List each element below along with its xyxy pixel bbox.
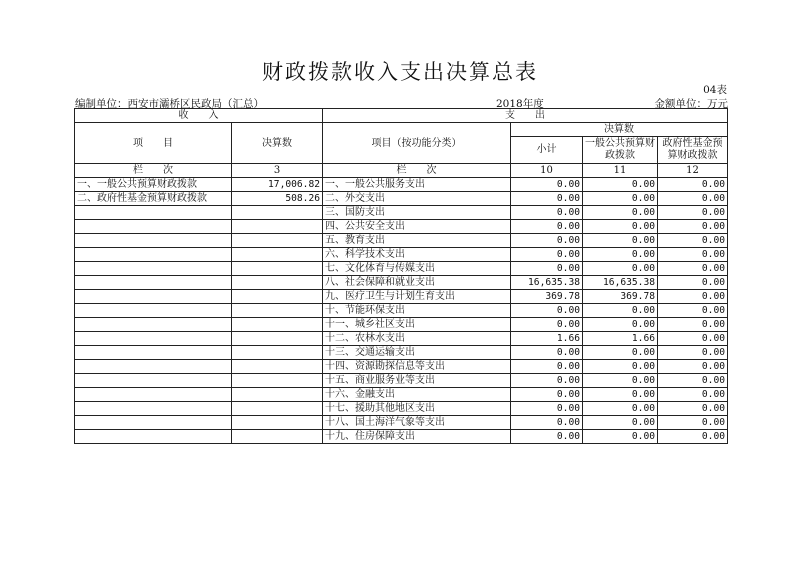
expense-item-cell: 三、国防支出 xyxy=(323,206,511,220)
table-row xyxy=(75,430,728,444)
income-item-cell xyxy=(75,206,232,220)
gov-fund-cell: 0.00 xyxy=(658,332,728,346)
gov-fund-header: 政府性基金预算财政拨款 xyxy=(658,137,728,164)
table-row xyxy=(75,178,728,192)
subtotal-cell: 0.00 xyxy=(511,346,583,360)
subtotal-cell: 0.00 xyxy=(511,402,583,416)
income-amount-cell xyxy=(232,248,323,262)
general-budget-cell: 0.00 xyxy=(583,192,658,206)
income-item-cell xyxy=(75,402,232,416)
general-budget-cell: 16,635.38 xyxy=(583,276,658,290)
income-amount-cell xyxy=(232,360,323,374)
general-budget-cell: 0.00 xyxy=(583,360,658,374)
gov-fund-cell: 0.00 xyxy=(658,192,728,206)
income-item-cell xyxy=(75,276,232,290)
subtotal-cell: 0.00 xyxy=(511,416,583,430)
subtotal-cell: 0.00 xyxy=(511,234,583,248)
gov-fund-cell: 0.00 xyxy=(658,262,728,276)
income-item-cell xyxy=(75,332,232,346)
expense-item-cell: 一、一般公共服务支出 xyxy=(323,178,511,192)
gov-fund-cell: 0.00 xyxy=(658,276,728,290)
income-amount-cell xyxy=(232,318,323,332)
expense-item-cell: 二、外交支出 xyxy=(323,192,511,206)
expense-item-cell: 四、公共安全支出 xyxy=(323,220,511,234)
general-budget-cell: 0.00 xyxy=(583,430,658,444)
table-row xyxy=(75,248,728,262)
table-row xyxy=(75,290,728,304)
general-budget-cell: 0.00 xyxy=(583,416,658,430)
income-item-cell xyxy=(75,248,232,262)
general-budget-cell: 0.00 xyxy=(583,346,658,360)
subtotal-cell: 0.00 xyxy=(511,192,583,206)
item-header: 项 目 xyxy=(75,123,232,164)
expense-item-cell: 十六、金融支出 xyxy=(323,388,511,402)
expense-item-cell: 六、科学技术支出 xyxy=(323,248,511,262)
gov-fund-cell: 0.00 xyxy=(658,304,728,318)
table-row xyxy=(75,332,728,346)
table-row xyxy=(75,318,728,332)
column-number-12: 12 xyxy=(658,164,728,178)
expense-item-cell: 五、教育支出 xyxy=(323,234,511,248)
table-row xyxy=(75,374,728,388)
column-number-10: 10 xyxy=(511,164,583,178)
final-amount-group-header: 决算数 xyxy=(511,123,728,137)
expense-item-cell: 十、节能环保支出 xyxy=(323,304,511,318)
currency-unit: 金额单位：万元 xyxy=(654,98,728,110)
general-budget-cell: 0.00 xyxy=(583,318,658,332)
column-label: 栏 次 xyxy=(75,164,232,178)
subtotal-cell: 0.00 xyxy=(511,248,583,262)
column-number-11: 11 xyxy=(583,164,658,178)
expense-header: 支 出 xyxy=(323,109,728,123)
table-row xyxy=(75,262,728,276)
gov-fund-cell: 0.00 xyxy=(658,402,728,416)
header-row-1 xyxy=(75,109,728,123)
income-amount-cell xyxy=(232,430,323,444)
income-amount-cell xyxy=(232,402,323,416)
income-item-cell xyxy=(75,220,232,234)
subtotal-cell: 0.00 xyxy=(511,262,583,276)
subtotal-cell: 0.00 xyxy=(511,206,583,220)
expense-item-cell: 十一、城乡社区支出 xyxy=(323,318,511,332)
expense-item-cell: 十二、农林水支出 xyxy=(323,332,511,346)
income-item-cell xyxy=(75,388,232,402)
income-header: 收 入 xyxy=(75,109,323,123)
income-item-cell xyxy=(75,346,232,360)
expense-item-cell: 十八、国土海洋气象等支出 xyxy=(323,416,511,430)
income-item-cell xyxy=(75,360,232,374)
budget-table xyxy=(74,108,728,444)
general-budget-cell: 0.00 xyxy=(583,206,658,220)
compiling-unit: 编制单位：西安市灞桥区民政局（汇总） xyxy=(75,98,264,110)
subtotal-cell: 0.00 xyxy=(511,318,583,332)
expense-item-cell: 十九、住房保障支出 xyxy=(323,430,511,444)
page-title: 财政拨款收入支出决算总表 xyxy=(262,60,538,84)
income-item-cell: 一、一般公共预算财政拨款 xyxy=(75,178,232,192)
subtotal-cell: 0.00 xyxy=(511,430,583,444)
income-item-cell xyxy=(75,374,232,388)
general-budget-cell: 0.00 xyxy=(583,374,658,388)
income-amount-cell: 508.26 xyxy=(232,192,323,206)
general-budget-cell: 0.00 xyxy=(583,234,658,248)
income-amount-cell xyxy=(232,416,323,430)
income-amount-cell xyxy=(232,332,323,346)
income-amount-cell xyxy=(232,290,323,304)
table-row xyxy=(75,276,728,290)
subtotal-cell: 16,635.38 xyxy=(511,276,583,290)
table-number: 04表 xyxy=(703,84,727,96)
income-amount-cell: 17,006.82 xyxy=(232,178,323,192)
income-item-cell xyxy=(75,234,232,248)
income-item-cell xyxy=(75,304,232,318)
expense-item-cell: 九、医疗卫生与计划生育支出 xyxy=(323,290,511,304)
income-item-cell xyxy=(75,262,232,276)
subtotal-cell: 1.66 xyxy=(511,332,583,346)
income-amount-cell xyxy=(232,276,323,290)
expense-item-cell: 十四、资源勘探信息等支出 xyxy=(323,360,511,374)
income-item-cell xyxy=(75,290,232,304)
gov-fund-cell: 0.00 xyxy=(658,220,728,234)
expense-item-cell: 七、文化体育与传媒支出 xyxy=(323,262,511,276)
item-by-function-header: 项目（按功能分类） xyxy=(323,123,511,164)
gov-fund-cell: 0.00 xyxy=(658,360,728,374)
expense-item-cell: 八、社会保障和就业支出 xyxy=(323,276,511,290)
income-item-cell xyxy=(75,416,232,430)
gov-fund-cell: 0.00 xyxy=(658,416,728,430)
general-budget-cell: 0.00 xyxy=(583,178,658,192)
table-row xyxy=(75,206,728,220)
gov-fund-cell: 0.00 xyxy=(658,178,728,192)
subtotal-cell: 0.00 xyxy=(511,220,583,234)
general-budget-cell: 0.00 xyxy=(583,262,658,276)
general-budget-cell: 0.00 xyxy=(583,402,658,416)
gov-fund-cell: 0.00 xyxy=(658,248,728,262)
gov-fund-cell: 0.00 xyxy=(658,318,728,332)
subtotal-cell: 0.00 xyxy=(511,360,583,374)
gov-fund-cell: 0.00 xyxy=(658,234,728,248)
gov-fund-cell: 0.00 xyxy=(658,388,728,402)
income-item-cell xyxy=(75,318,232,332)
income-amount-cell xyxy=(232,234,323,248)
income-item-cell xyxy=(75,430,232,444)
general-budget-cell: 369.78 xyxy=(583,290,658,304)
income-amount-cell xyxy=(232,374,323,388)
expense-item-cell: 十五、商业服务业等支出 xyxy=(323,374,511,388)
expense-item-cell: 十七、援助其他地区支出 xyxy=(323,402,511,416)
income-amount-cell xyxy=(232,220,323,234)
income-amount-cell xyxy=(232,346,323,360)
subtotal-cell: 0.00 xyxy=(511,178,583,192)
gov-fund-cell: 0.00 xyxy=(658,374,728,388)
income-amount-cell xyxy=(232,304,323,318)
table-row xyxy=(75,360,728,374)
subtotal-cell: 369.78 xyxy=(511,290,583,304)
gov-fund-cell: 0.00 xyxy=(658,290,728,304)
table-row xyxy=(75,192,728,206)
income-amount-cell xyxy=(232,388,323,402)
table-row xyxy=(75,402,728,416)
income-amount-cell xyxy=(232,262,323,276)
income-amount-cell xyxy=(232,206,323,220)
table-row xyxy=(75,304,728,318)
general-budget-cell: 0.00 xyxy=(583,220,658,234)
subtotal-header: 小计 xyxy=(511,137,583,164)
subtotal-cell: 0.00 xyxy=(511,304,583,318)
table-row xyxy=(75,234,728,248)
expense-item-cell: 十三、交通运输支出 xyxy=(323,346,511,360)
column-number-3: 3 xyxy=(232,164,323,178)
gov-fund-cell: 0.00 xyxy=(658,346,728,360)
fiscal-year: 2018年度 xyxy=(496,98,544,110)
header-row-2 xyxy=(75,123,728,137)
gov-fund-cell: 0.00 xyxy=(658,206,728,220)
income-item-cell: 二、政府性基金预算财政拨款 xyxy=(75,192,232,206)
general-budget-cell: 0.00 xyxy=(583,388,658,402)
gov-fund-cell: 0.00 xyxy=(658,430,728,444)
general-budget-header: 一般公共预算财政拨款 xyxy=(583,137,658,164)
column-number-row xyxy=(75,164,728,178)
table-row xyxy=(75,220,728,234)
subtotal-cell: 0.00 xyxy=(511,388,583,402)
table-row xyxy=(75,346,728,360)
general-budget-cell: 1.66 xyxy=(583,332,658,346)
subtotal-cell: 0.00 xyxy=(511,374,583,388)
general-budget-cell: 0.00 xyxy=(583,248,658,262)
column-label-2: 栏 次 xyxy=(323,164,511,178)
table-row xyxy=(75,416,728,430)
table-row xyxy=(75,388,728,402)
final-amount-header: 决算数 xyxy=(232,123,323,164)
general-budget-cell: 0.00 xyxy=(583,304,658,318)
